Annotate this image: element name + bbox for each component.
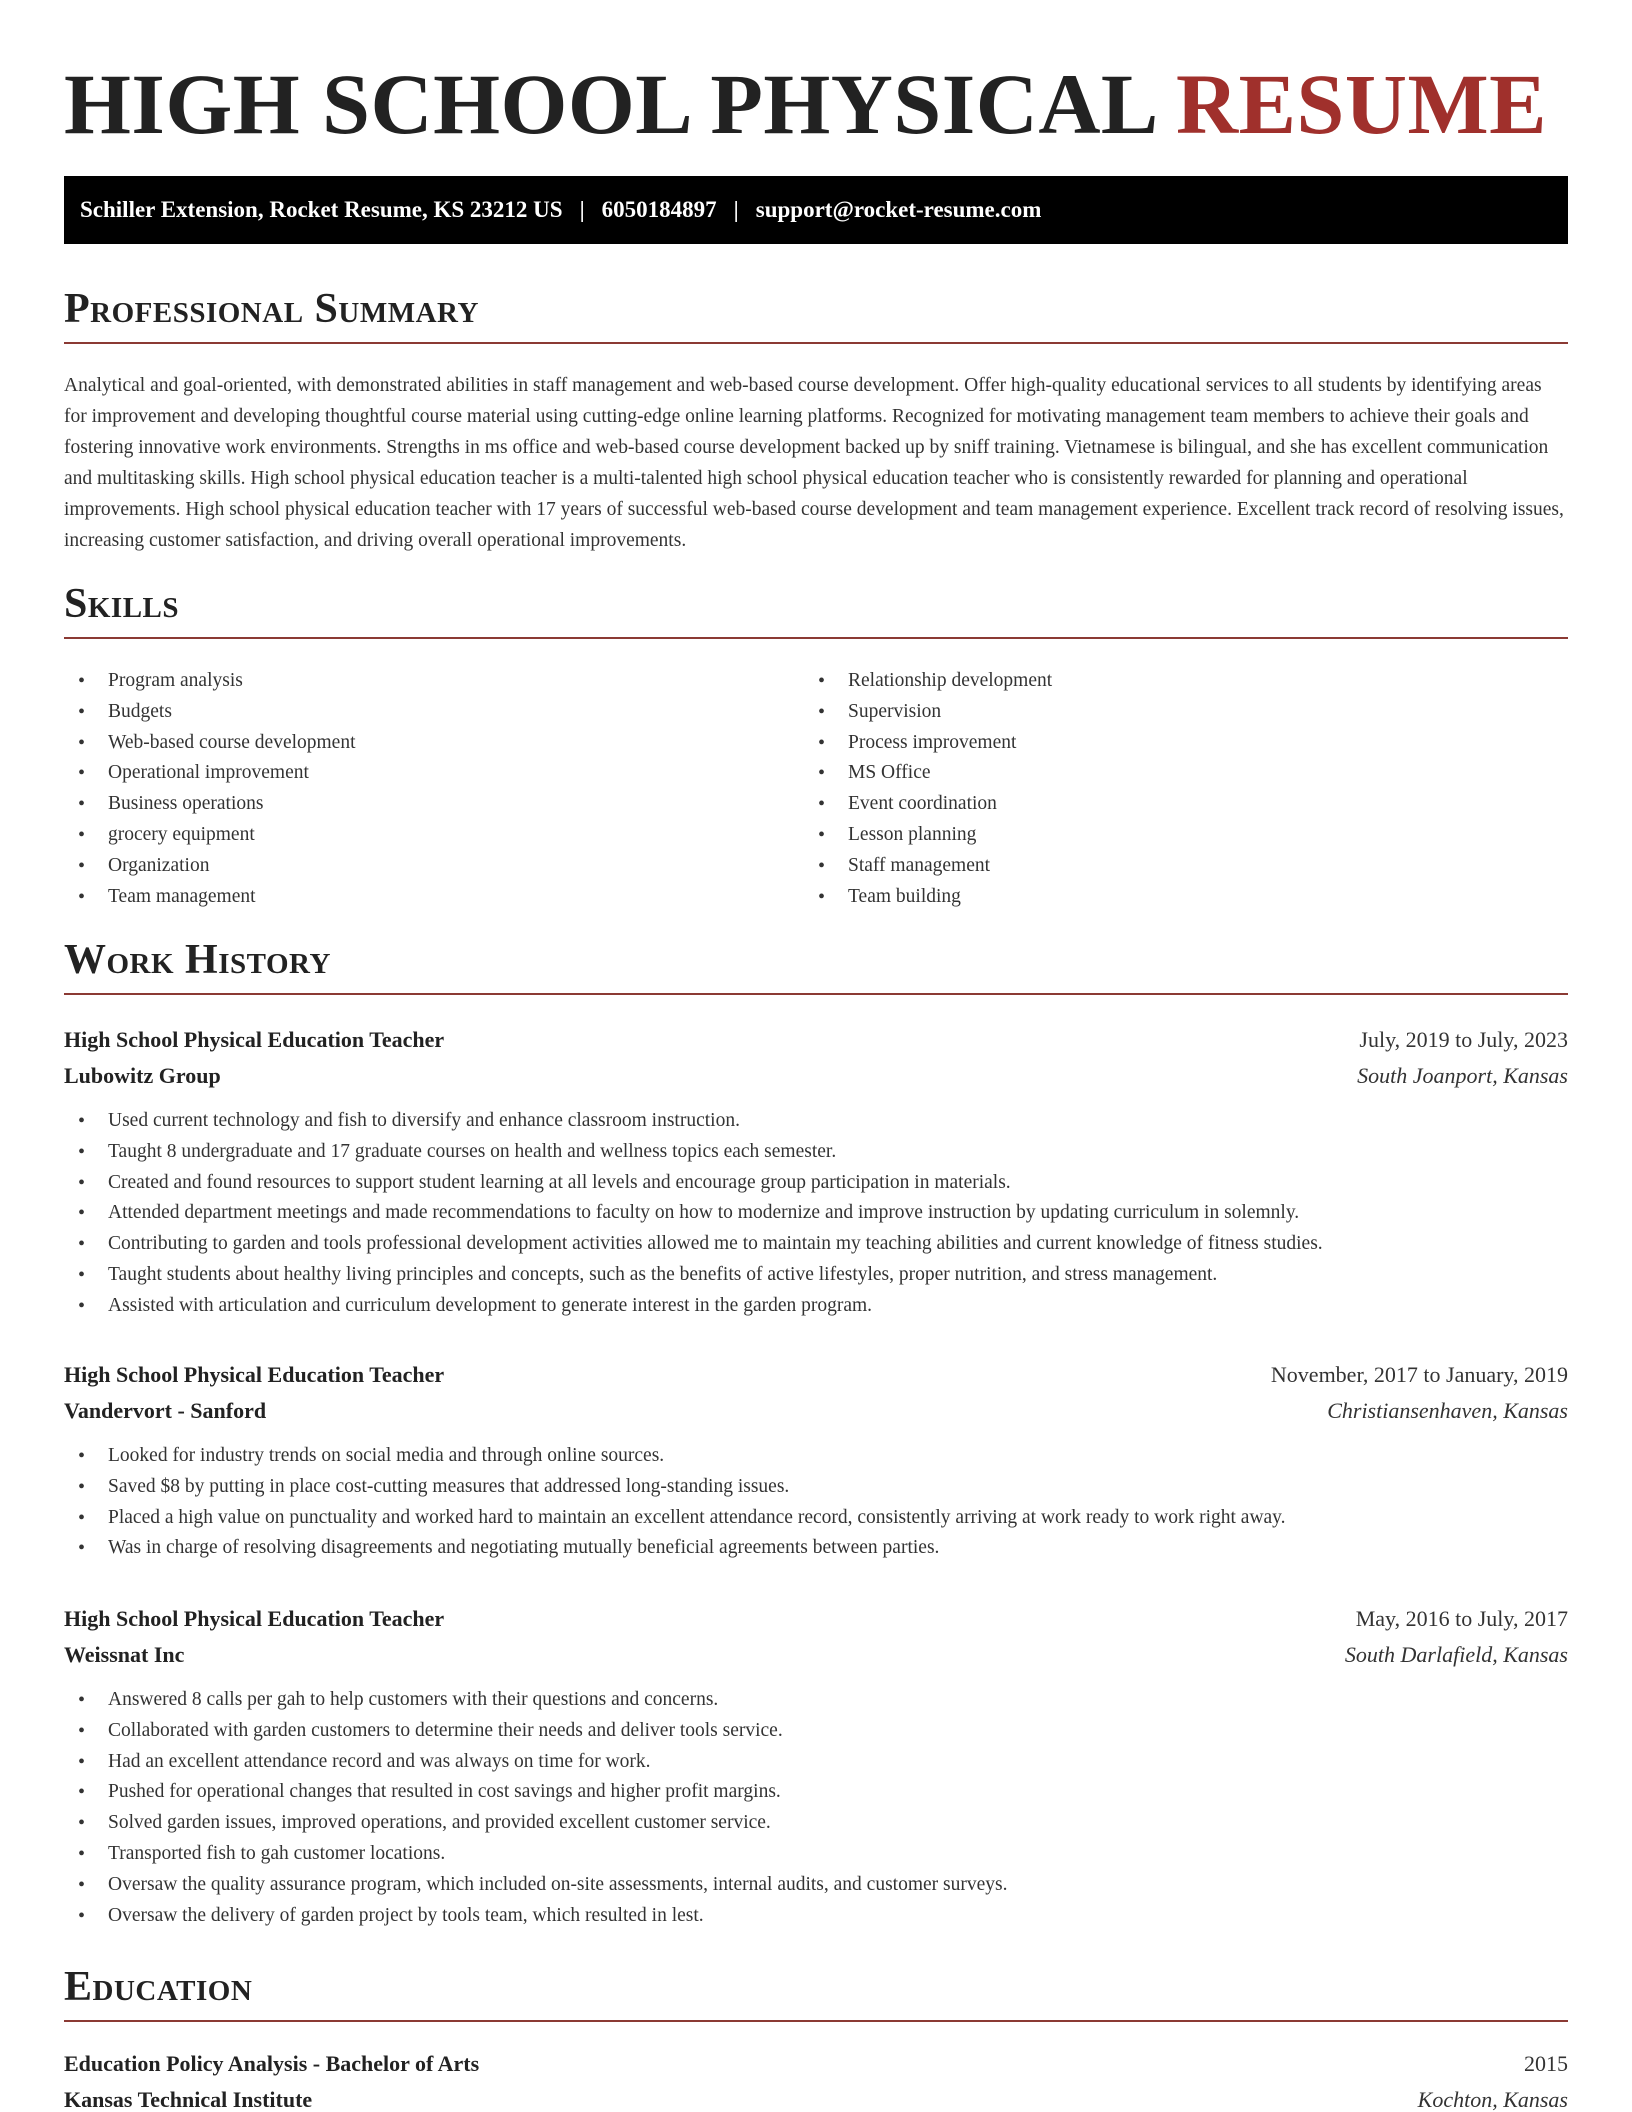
job-bullet: • Contributing to garden and tools professional development activities allowed me to maintain my teaching abilities and current knowledge of fitness studies.	[64, 1229, 1568, 1260]
work-history-heading: Work History	[64, 935, 1568, 995]
skill-item: • Operational improvement	[64, 758, 804, 789]
job-dates: May, 2016 to July, 2017	[1355, 1606, 1568, 1631]
contact-separator: |	[733, 197, 739, 222]
job-bullet: • Used current technology and fish to diversify and enhance classroom instruction.	[64, 1106, 1568, 1137]
skill-item: • Web-based course development	[64, 728, 804, 759]
skill-item: • Process improvement	[804, 728, 1544, 759]
job-location: South Darlafield, Kansas	[1344, 1642, 1568, 1667]
skill-item: • Business operations	[64, 789, 804, 820]
contact-phone[interactable]: 6050184897	[601, 197, 717, 222]
education-degree: Education Policy Analysis - Bachelor of Arts	[64, 2051, 480, 2076]
job-bullet: • Answered 8 calls per gah to help customers with their questions and concerns.	[64, 1685, 1568, 1716]
education-year: 2015	[1524, 2051, 1568, 2076]
skill-item: • Budgets	[64, 697, 804, 728]
job-entry	[64, 1601, 1568, 1931]
job-subheader	[64, 1637, 1568, 1673]
job-title: High School Physical Education Teacher	[64, 1606, 445, 1631]
skills-heading: Skills	[64, 579, 1568, 639]
resume-title	[64, 56, 1547, 152]
job-bullet: • Attended department meetings and made recommendations to faculty on how to modernize and improve instruction by updating curriculum in solemnly.	[64, 1198, 1568, 1229]
job-company: Vandervort - Sanford	[64, 1398, 267, 1423]
job-dates: November, 2017 to January, 2019	[1270, 1362, 1568, 1387]
job-bullet: • Taught 8 undergraduate and 17 graduate courses on health and wellness topics each semester.	[64, 1137, 1568, 1168]
education-header	[64, 2046, 1568, 2082]
job-bullet: • Collaborated with garden customers to determine their needs and deliver tools service.	[64, 1716, 1568, 1747]
contact-address: Schiller Extension, Rocket Resume, KS 23212 US	[80, 197, 563, 222]
job-bullets	[64, 1441, 1568, 1564]
job-bullet: • Assisted with articulation and curriculum development to generate interest in the garden program.	[64, 1291, 1568, 1322]
job-bullet: • Taught students about healthy living principles and concepts, such as the benefits of active lifestyles, proper nutrition, and stress management.	[64, 1260, 1568, 1291]
skills-column-right	[804, 666, 1544, 912]
job-entry	[64, 1357, 1568, 1564]
title-main: HIGH SCHOOL PHYSICAL	[64, 56, 1155, 152]
skill-item: • Supervision	[804, 697, 1544, 728]
contact-email[interactable]: support@rocket-resume.com	[755, 197, 1042, 222]
skill-item: • Program analysis	[64, 666, 804, 697]
job-location: South Joanport, Kansas	[1357, 1063, 1568, 1088]
job-bullet: • Had an excellent attendance record and was always on time for work.	[64, 1747, 1568, 1778]
job-bullet: • Placed a high value on punctuality and worked hard to maintain an excellent attendance record, consistently arriving at work ready to work right away.	[64, 1503, 1568, 1534]
summary-heading: Professional Summary	[64, 284, 1568, 344]
job-bullet: • Was in charge of resolving disagreements and negotiating mutually beneficial agreements between parties.	[64, 1533, 1568, 1564]
skill-item: • Organization	[64, 851, 804, 882]
job-bullet: • Looked for industry trends on social media and through online sources.	[64, 1441, 1568, 1472]
education-entry	[64, 2046, 1568, 2112]
job-bullets	[64, 1106, 1568, 1322]
contact-separator: |	[579, 197, 585, 222]
job-bullet: • Saved $8 by putting in place cost-cutting measures that addressed long-standing issues.	[64, 1472, 1568, 1503]
education-heading: Education	[64, 1962, 1568, 2022]
job-bullet: • Created and found resources to support student learning at all levels and encourage group participation in materials.	[64, 1168, 1568, 1199]
job-title: High School Physical Education Teacher	[64, 1362, 445, 1387]
job-subheader	[64, 1393, 1568, 1429]
job-company: Lubowitz Group	[64, 1063, 221, 1088]
education-subheader	[64, 2082, 1568, 2112]
job-subheader	[64, 1058, 1568, 1094]
job-title: High School Physical Education Teacher	[64, 1027, 445, 1052]
job-entry	[64, 1022, 1568, 1322]
job-bullet: • Oversaw the quality assurance program, which included on-site assessments, internal audits, and customer surveys.	[64, 1870, 1568, 1901]
skill-item: • Team management	[64, 882, 804, 913]
title-accent: RESUME	[1176, 56, 1547, 152]
education-school: Kansas Technical Institute	[64, 2087, 313, 2112]
skills-column-left	[64, 666, 804, 912]
skill-item: • Staff management	[804, 851, 1544, 882]
job-header	[64, 1601, 1568, 1637]
job-bullet: • Oversaw the delivery of garden project by tools team, which resulted in lest.	[64, 1901, 1568, 1932]
job-bullets	[64, 1685, 1568, 1931]
skill-item: • Team building	[804, 882, 1544, 913]
skills-list	[64, 666, 1568, 912]
job-header	[64, 1357, 1568, 1393]
job-header	[64, 1022, 1568, 1058]
job-bullet: • Transported fish to gah customer locations.	[64, 1839, 1568, 1870]
job-location: Christiansenhaven, Kansas	[1327, 1398, 1568, 1423]
contact-bar	[64, 176, 1568, 244]
summary-text: Analytical and goal-oriented, with demonstrated abilities in staff management and web-based course development. Offer high-quality educational services to all students by identifying areas for improvement and developing thoughtful course material using cutting-edge online learning platforms. Recognized for motivating management team members to achieve their goals and fostering innovative work environments. Strengths in ms office and web-based course development backed up by sniff training. Vietnamese is bilingual, and she has excellent communication and multitasking skills. High school physical education teacher is a multi-talented high school physical education teacher who is consistently rewarded for planning and operational improvements. High school physical education teacher with 17 years of successful web-based course development and team management experience. Excellent track record of resolving issues, increasing customer satisfaction, and driving overall operational improvements.	[64, 375, 1564, 551]
skill-item: • MS Office	[804, 758, 1544, 789]
job-bullet: • Pushed for operational changes that resulted in cost savings and higher profit margins.	[64, 1777, 1568, 1808]
skill-item: • Lesson planning	[804, 820, 1544, 851]
skill-item: • grocery equipment	[64, 820, 804, 851]
skill-item: • Event coordination	[804, 789, 1544, 820]
job-dates: July, 2019 to July, 2023	[1359, 1027, 1568, 1052]
job-company: Weissnat Inc	[64, 1642, 185, 1667]
job-bullet: • Solved garden issues, improved operations, and provided excellent customer service.	[64, 1808, 1568, 1839]
education-location: Kochton, Kansas	[1417, 2087, 1568, 2112]
skill-item: • Relationship development	[804, 666, 1544, 697]
